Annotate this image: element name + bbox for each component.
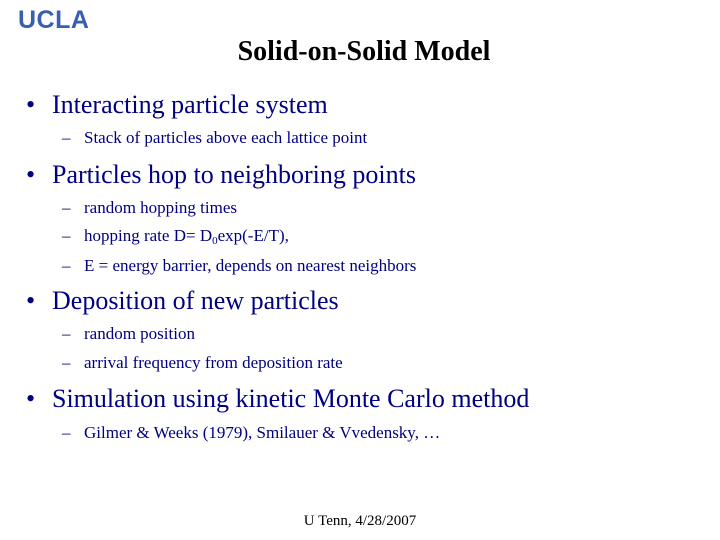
sub-item-hopping-rate [62,226,289,247]
bullet-deposition [26,286,339,316]
sub-text: Gilmer & Weeks (1979), Smilauer & Vvedensky, … [84,423,441,442]
bullet-marker: • [26,90,36,119]
bullet-text: Interacting particle system [52,90,328,119]
bullet-simulation [26,384,529,414]
bullet-marker: • [26,160,36,189]
sub-item [62,128,367,148]
sub-item [62,198,237,218]
sub-text: random position [84,324,195,343]
bullet-interacting-particle-system [26,90,328,120]
dash-marker: – [62,353,71,372]
sub-text: random hopping times [84,198,237,217]
sub-item [62,256,416,276]
dash-marker: – [62,226,71,245]
bullet-text: Deposition of new particles [52,286,339,315]
slide-title: Solid-on-Solid Model [237,36,491,67]
dash-marker: – [62,128,71,147]
sub-text-before: hopping rate D= D [84,226,213,245]
bullet-text: Particles hop to neighboring points [52,160,416,189]
bullet-marker: • [26,286,36,315]
sub-item [62,353,343,373]
sub-text: Stack of particles above each lattice point [84,128,368,147]
sub-text-after: exp(-E/T), [217,226,289,245]
bullet-particles-hop [26,160,416,190]
sub-item [62,423,440,443]
bullet-text: Simulation using kinetic Monte Carlo method [52,384,530,413]
ucla-logo: UCLA [18,6,90,34]
slide-footer: U Tenn, 4/28/2007 [303,513,417,529]
dash-marker: – [62,324,71,343]
sub-item [62,324,195,344]
dash-marker: – [62,256,71,275]
bullet-marker: • [26,384,36,413]
dash-marker: – [62,198,71,217]
subscript-zero: 0 [212,235,218,247]
sub-text: arrival frequency from deposition rate [84,353,343,372]
sub-text: E = energy barrier, depends on nearest neighbors [84,256,417,275]
dash-marker: – [62,423,71,442]
